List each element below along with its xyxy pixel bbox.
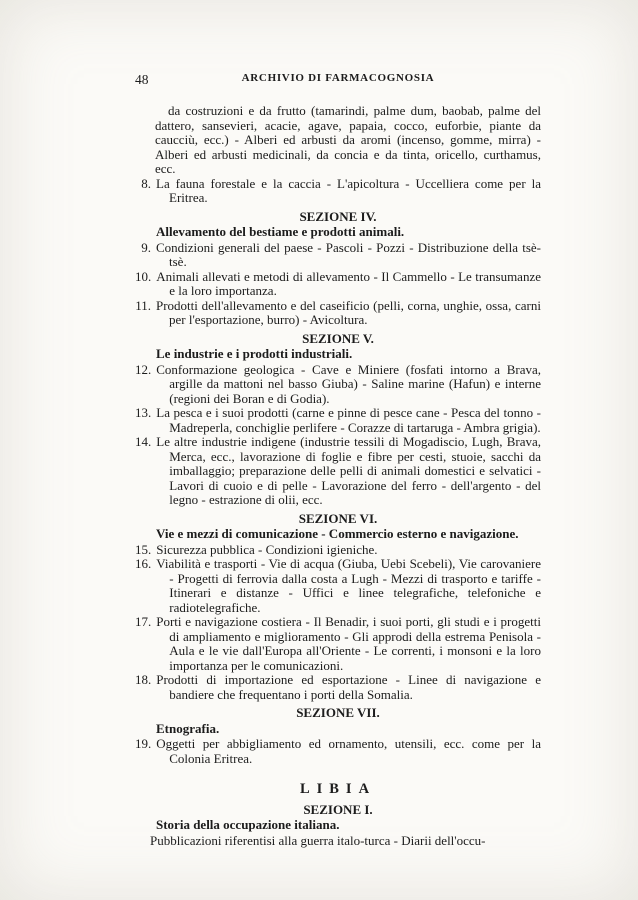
section-subtitle: Etnografia. [156, 720, 220, 736]
item-text: Prodotti di importazione ed esportazione - Linee di navigazione e bandiere che frequentano i porti della Somalia. [156, 672, 541, 702]
section-heading: SEZIONE VI. [298, 510, 378, 526]
toc-item [135, 557, 541, 615]
item-number: 8. [141, 175, 151, 191]
item-number: 12. [135, 361, 152, 377]
item-text: Prodotti dell'allevamento e del caseificio (pelli, corna, unghie, ossa, carni per l'esportazione, burro) - Avicoltura. [156, 297, 541, 327]
section-heading: SEZIONE IV. [299, 208, 377, 224]
toc-item [135, 543, 541, 558]
item-text: Condizioni generali del paese - Pascoli - Pozzi - Distribuzione della tsè-tsè. [156, 239, 541, 269]
section-heading: SEZIONE VII. [296, 705, 380, 720]
item-number: 13. [135, 405, 152, 420]
item-number: 15. [135, 541, 152, 557]
toc-item [135, 270, 541, 299]
item-number: 10. [135, 268, 152, 284]
item-number: 19. [135, 736, 152, 751]
toc-item [135, 615, 541, 673]
item-text: Conformazione geologica - Cave e Miniere (fosfati intorno a Brava, argille da mattoni nel basso Giuba) - Saline marine (Hafun) e interne (regioni dei Boran e di Godia). [156, 361, 541, 406]
item-number: 18. [135, 672, 152, 687]
item-text: Animali allevati e metodi di allevamento - Il Cammello - Le transumanze e la loro importanza. [156, 268, 541, 298]
toc-item [135, 406, 541, 435]
item-text: La fauna forestale e la caccia - L'apicoltura - Uccelliera come per la Eritrea. [156, 175, 541, 205]
item-number: 17. [135, 614, 152, 629]
item-text: Oggetti per abbigliamento ed ornamento, utensili, ecc. come per la Colonia Eritrea. [156, 736, 541, 766]
item-text: La pesca e i suoi prodotti (carne e pinne di pesce cane - Pesca del tonno - Madreperla, conchiglie perlifere - Corazze di tartaruga - Ambra grigia). [156, 405, 541, 435]
section-subtitle: Storia della occupazione italiana. [156, 817, 340, 832]
section-heading: SEZIONE I. [303, 801, 373, 817]
running-head [135, 72, 541, 90]
text-block [135, 104, 541, 848]
item-text: Porti e navigazione costiera - Il Benadir, i suoi porti, gli studi e i progetti di ampliamento e miglioramento - Gli approdi della estrema Penisola - Aula e le vie dall'Europa all'Oriente - Le correnti, i monsoni e la loro importanza per le comunicazioni. [156, 614, 541, 673]
item-text: Le altre industrie indigene (industrie tessili di Mogadiscio, Lugh, Brava, Merca, ecc., lavorazione di foglie e fibre per cesti, stuoie, sacchi da imballaggio; preparazione delle pelli di animali domestici e selvatici - Lavori di cuoio e di pelle - Lavorazione del ferro - dell'argento - del legno - estrazione di olii, ecc. [156, 434, 541, 507]
toc-item [135, 177, 541, 206]
section-subtitle: Le industrie e i prodotti industriali. [156, 346, 353, 361]
item-number: 11. [135, 297, 151, 313]
continuation-paragraph: da costruzioni e da frutto (tamarindi, palme dum, baobab, palme del dattero, sansevieri, acacie, agave, papaia, cocco, euforbie, piante da caucciù, ecc.) - Alberi ed arbusti da aromi (incenso, gomme, mirra) - Alberi ed arbusti medicinali, da concia e da tinta, oricello, curthamus, ecc. [155, 103, 541, 176]
toc-item [135, 299, 541, 328]
section-heading: SEZIONE V. [302, 330, 374, 346]
journal-title: ARCHIVIO DI FARMACOGNOSIA [241, 72, 435, 84]
toc-item [135, 737, 541, 766]
section-subtitle: Vie e mezzi di comunicazione - Commercio esterno e navigazione. [156, 526, 519, 541]
item-number: 14. [135, 434, 152, 449]
chapter-title: LIBIA [299, 781, 377, 797]
item-number: 16. [135, 556, 152, 571]
item-text: Sicurezza pubblica - Condizioni igieniche. [156, 541, 378, 557]
page-number: 48 [135, 72, 149, 87]
section-subtitle: Allevamento del bestiame e prodotti animali. [156, 224, 405, 239]
item-text: Viabilità e trasporti - Vie di acqua (Giuba, Uebi Scebeli), Vie carovaniere - Progetti di ferrovia dalla costa a Lugh - Mezzi di trasporto e tariffe - Itinerari e distanze - Uffici e linee telegrafiche, telefoniche e radiotelegrafiche. [156, 556, 541, 615]
item-number: 9. [141, 239, 151, 255]
paragraph: Pubblicazioni riferentisi alla guerra italo-turca - Diarii dell'occu- [150, 832, 486, 848]
toc-item [135, 241, 541, 270]
toc-item [135, 435, 541, 508]
toc-item [135, 363, 541, 407]
toc-item [135, 673, 541, 702]
